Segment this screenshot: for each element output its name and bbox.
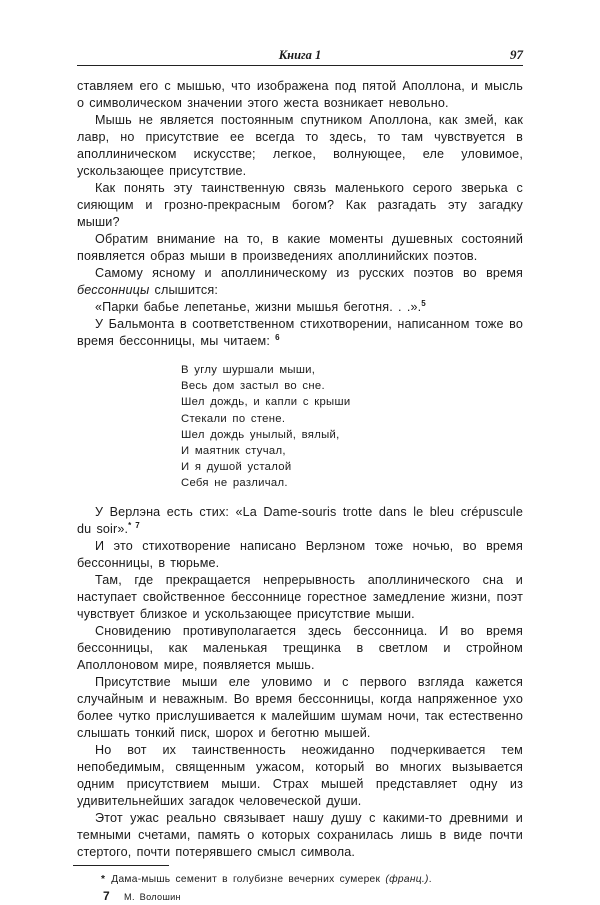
footnote xyxy=(77,888,523,905)
poem-line: И маятник стучал, xyxy=(181,445,286,458)
paragraph: Сновидению противуполагается здесь бессонница. И во время бессонницы, как маленькая трещинка в светлом и стройном Аполлоновом мире, появляется мышь. xyxy=(77,623,523,672)
footnotes xyxy=(77,872,523,905)
paragraph: Мышь не является постоянным спутником Аполлона, как змей, как лавр, но присутствие ее всегда то здесь, то там чувствуется в аполлиническом искусстве; легкое, волнующее, еле уловимое, ускользающее присутствие. xyxy=(77,113,523,178)
running-head-title: Книга 1 xyxy=(278,48,322,62)
footnote-ref[interactable]: 5 xyxy=(421,299,426,308)
paragraph: У Верлэна есть стих: «La Dame-souris trotte dans le bleu crépuscule du soir».$^{* 7}$ xyxy=(77,504,523,536)
page-number: 97 xyxy=(510,47,523,62)
paragraph: Этот ужас реально связывает нашу душу с какими-то древними и темными счетами, память о которых сохранилась лишь в виде почти стертого, почти потерявшего смысл символа. xyxy=(77,810,523,859)
paragraph: У Бальмонта в соответственном стихотворении, написанном тоже во время бессонницы, мы читаем: $^6$ xyxy=(77,317,523,348)
footnote-divider xyxy=(73,865,169,866)
poem-line: Шел дождь унылый, вялый, xyxy=(181,428,340,441)
poem-line: В углу шуршали мыши, xyxy=(181,364,316,376)
poem-line: Себя не различал. xyxy=(181,477,288,490)
poem-line: Стекали по стене. xyxy=(181,412,286,425)
footnote-mark: * xyxy=(101,873,106,885)
footnote-text: Дама-мышь семенит в голубизне вечерних сумерек xyxy=(111,873,386,885)
body-text xyxy=(77,78,523,905)
paragraph: Но вот их таинственность неожиданно подчеркивается тем непобедимым, священным ужасом, который во многих вызывается одним присутствием мыши. Страх мышей представляет одну из удивительнейших загадок человеческой души. xyxy=(77,742,523,808)
paragraph: И это стихотворение написано Верлэном тоже ночью, во время бессонницы, в тюрьме. xyxy=(77,538,523,570)
poem-block xyxy=(181,362,523,492)
footnote: * Дама-мышь семенит в голубизне вечерних сумерек (франц.). xyxy=(101,873,432,885)
poem-line: Весь дом застыл во сне. xyxy=(181,380,325,393)
poem-line: И я душой усталой xyxy=(181,461,292,474)
running-head xyxy=(77,47,523,66)
footnote-mark: 7 xyxy=(103,888,110,903)
paragraph: Обратим внимание на то, в какие моменты душевных состояний появляется образ мыши в произведениях аполлинийских поэтов. xyxy=(77,232,523,263)
paragraph: Самому ясному и аполлиническому из русских поэтов во время бессонницы слышится: xyxy=(77,266,523,297)
paragraph: Как понять эту таинственную связь маленького серого зверька с сияющим и грозно-прекрасным богом? Как разгадать эту загадку мыши? xyxy=(77,181,523,229)
paragraph: ставляем его с мышью, что изображена под пятой Аполлона, и мысль о символическом значении этого жеста возникает невольно. xyxy=(77,79,523,110)
quote-paragraph: «Парки бабье лепетанье, жизни мышья беготня. . .».$^5$ xyxy=(95,299,426,314)
footnote-ref[interactable]: * 7 xyxy=(128,520,140,530)
footnote-text: М. Волошин xyxy=(123,891,181,902)
footnote-italic: (франц.) xyxy=(385,873,429,885)
paragraph: Присутствие мыши еле уловимо и с первого взгляда кажется случайным и неважным. Во время бессонницы, когда напряженное ухо более чутко прислушивается к малейшим шумам ночи, так естественно слышать тонкий писк, шорох и беготню мышей. xyxy=(77,674,523,740)
italic-term: бессонницы xyxy=(77,283,150,297)
poem-line: Шел дождь, и капли с крыши xyxy=(181,396,351,409)
paragraph: Там, где прекращается непрерывность аполлинического сна и наступает свойственное бессоннице горестное замедление жизни, поэт чувствует близкое и ускользающее присутствие мыши. xyxy=(77,572,523,621)
footnote-ref[interactable]: 6 xyxy=(275,333,280,342)
